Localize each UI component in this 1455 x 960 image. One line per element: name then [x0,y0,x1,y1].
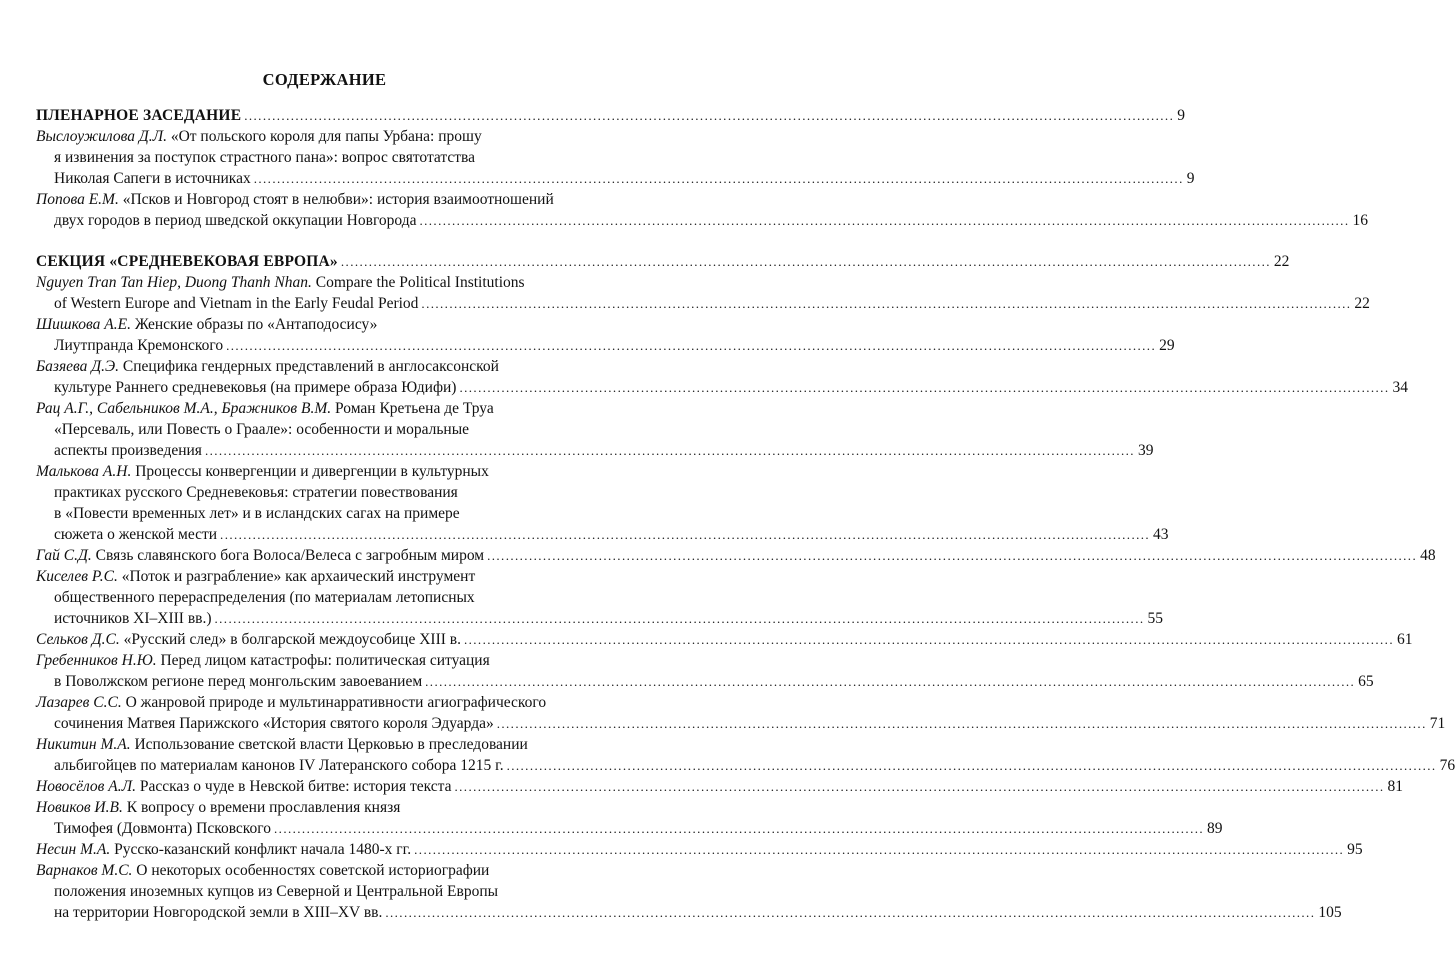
toc-author: Попова Е.М. [36,191,119,208]
toc-author: Сельков Д.С. [36,631,120,648]
toc-line [36,105,1185,126]
toc-title-text: Процессы конвергенции и дивергенции в культурных [131,463,489,480]
toc-author: Несин М.А. [36,841,111,858]
toc-page-number: 65 [1358,673,1374,690]
toc-line [36,356,614,377]
dot-leader: ........................................................................................................................................................................................................ [226,338,1157,353]
toc-author: Базяева Д.Э. [36,358,120,375]
toc-line [36,650,614,671]
toc-page-number: 34 [1392,379,1408,396]
toc-title-text: Лиутпранда Кремонского [54,337,224,354]
toc-page-number: 29 [1159,337,1175,354]
toc-title-text: сюжета о женской мести [54,526,218,543]
toc-entry [36,839,1363,860]
toc-author: Выслоужилова Д.Л. [36,128,167,145]
dot-leader: ........................................................................................................................................................................................................ [421,296,1352,311]
toc-line [36,629,1413,650]
toc-line [36,755,1455,776]
toc-section-title: СЕКЦИЯ «СРЕДНЕВЕКОВАЯ ЕВРОПА» [36,253,338,270]
toc-line [36,839,1363,860]
dot-leader: ........................................................................................................................................................................................................ [419,213,1350,228]
dot-leader: ........................................................................................................................................................................................................ [204,443,1135,458]
toc-title-text: Николая Сапеги в источниках [54,170,251,187]
toc-author: Варнаков М.С. [36,862,133,879]
toc-title-text: «Персеваль, или Повесть о Граале»: особенности и моральные [54,421,470,438]
toc-entry [36,776,1403,797]
toc-entry [36,692,1446,734]
toc-line [36,608,1163,629]
toc-line [36,210,1368,231]
toc-page-number: 22 [1354,295,1370,312]
dot-leader: ........................................................................................................................................................................................................ [459,380,1390,395]
toc-author: Шишкова А.Е. [36,316,131,333]
toc-title-text: сочинения Матвея Парижского «История святого короля Эдуарда» [54,715,494,732]
toc-line [36,671,1374,692]
toc-title-text: Специфика гендерных представлений в англосаксонской [119,358,499,375]
toc-entry [36,272,1370,314]
toc-line [36,692,614,713]
toc-title-text: of Western Europe and Vietnam in the Early Feudal Period [54,295,419,312]
toc-title-text: аспекты произведения [54,442,202,459]
dot-leader: ........................................................................................................................................................................................................ [340,254,1271,269]
toc-line [36,189,614,210]
toc-title-text: на территории Новгородской земли в XIII–XV вв. [54,904,383,921]
dot-leader: ........................................................................................................................................................................................................ [385,905,1316,920]
toc-title-text: культуре Раннего средневековья (на примере образа Юдифи) [54,379,457,396]
toc-entry [36,189,1368,231]
toc-line [36,545,1436,566]
toc-line [36,272,614,293]
toc-line [36,860,614,881]
toc-page-number: 105 [1318,904,1342,921]
toc-title-text: общественного перераспределения (по материалам летописных [54,589,475,606]
toc-line [36,482,614,503]
toc-line [36,314,614,335]
toc-entry [36,398,1154,461]
toc-line [36,398,614,419]
dot-leader: ........................................................................................................................................................................................................ [463,632,1394,647]
toc-line [36,797,614,818]
toc-title-text: Роман Кретьена де Труа [331,400,494,417]
toc-author: Новиков И.В. [36,799,123,816]
toc-page-number: 71 [1429,715,1446,732]
toc-line [36,734,614,755]
dot-leader: ........................................................................................................................................................................................................ [414,842,1345,857]
toc-title-text: в Поволжском регионе перед монгольским завоеванием [54,673,423,690]
toc-entry [36,461,1169,545]
toc-line [36,713,1446,734]
toc-author: Гребенников Н.Ю. [36,652,157,669]
toc-page-number: 48 [1420,547,1436,564]
toc-line [36,168,1195,189]
toc-entry [36,629,1413,650]
toc-line [36,147,614,168]
toc-title-text: Связь славянского бога Волоса/Велеса с загробным миром [91,547,485,564]
toc-page-number: 55 [1147,610,1163,627]
toc-line [36,126,614,147]
toc-author: Никитин М.А. [36,736,131,753]
toc-title-text: «Поток и разграбление» как архаический инструмент [117,568,476,585]
toc-title-text: в «Повести временных лет» и в исландских сагах на примере [54,505,460,522]
toc-title-text: «Русский след» в болгарской междоусобице XIII в. [119,631,461,648]
toc-title-text: альбигойцев по материалам канонов IV Латеранского собора 1215 г. [54,757,504,774]
toc-page-number: 43 [1153,526,1169,543]
toc-title-text: К вопросу о времени прославления князя [122,799,401,816]
toc-entry [36,566,1163,629]
toc-entry [36,797,1223,839]
toc-line [36,419,614,440]
toc-line [36,776,1403,797]
toc-line [36,881,614,902]
toc-line [36,524,1169,545]
toc-page-number: 16 [1352,212,1368,229]
toc-title-text: Перед лицом катастрофы: политическая ситуация [156,652,490,669]
dot-leader: ........................................................................................................................................................................................................ [454,779,1385,794]
page-title: СОДЕРЖАНИЕ [262,70,387,89]
toc-line [36,902,1342,923]
dot-leader: ........................................................................................................................................................................................................ [487,548,1418,563]
toc-title-text: источников XI–XIII вв.) [54,610,212,627]
toc-page-number: 22 [1273,253,1290,270]
toc-entry [36,650,1374,692]
toc-page-number: 89 [1207,820,1223,837]
toc-title-text: Использование светской власти Церковью в преследовании [130,736,528,753]
toc-entry [36,126,1195,189]
toc-author: Рац А.Г., Сабельников М.А., Бражников В.М. [36,400,332,417]
toc-line [36,503,614,524]
toc-title-text: Русско-казанский конфликт начала 1480-х гг. [110,841,412,858]
toc-line [36,440,1154,461]
toc-title-text: практиках русского Средневековья: стратегии повествования [54,484,458,501]
dot-leader: ........................................................................................................................................................................................................ [214,611,1145,626]
toc-author: Киселев Р.С. [36,568,118,585]
toc-section [36,105,1185,126]
dot-leader: ........................................................................................................................................................................................................ [506,758,1437,773]
toc-line [36,818,1223,839]
toc-author: Новосёлов А.Л. [36,778,136,795]
toc-title-text: О жанровой природе и мультинарративности агиографического [121,694,547,711]
toc-list [36,105,1455,923]
toc-title-text: «Псков и Новгород стоят в нелюбви»: история взаимоотношений [118,191,554,208]
toc-line [36,587,614,608]
dot-leader: ........................................................................................................................................................................................................ [496,716,1427,731]
toc-title-text: Тимофея (Довмонта) Псковского [54,820,272,837]
toc-line [36,566,614,587]
toc-entry [36,545,1436,566]
toc-author: Малькова А.Н. [36,463,132,480]
toc-page-number: 81 [1387,778,1403,795]
toc-line [36,461,614,482]
dot-leader: ........................................................................................................................................................................................................ [253,171,1184,186]
dot-leader: ........................................................................................................................................................................................................ [274,821,1205,836]
toc-line [36,377,1408,398]
toc-line [36,251,1290,272]
toc-title-text: Compare the Political Institutions [311,274,525,291]
toc-page-number: 9 [1186,170,1195,187]
toc-title-text: положения иноземных купцов из Северной и Центральной Европы [54,883,499,900]
toc-page-number: 95 [1347,841,1363,858]
toc-title-text: Женские образы по «Антаподосису» [130,316,378,333]
toc-line [36,293,1370,314]
toc-title-text: «От польского короля для папы Урбана: прошу [166,128,482,145]
toc-entry [36,314,1175,356]
toc-entry [36,356,1408,398]
dot-leader: ........................................................................................................................................................................................................ [425,674,1356,689]
toc-section-title: ПЛЕНАРНОЕ ЗАСЕДАНИЕ [36,107,242,124]
toc-author: Nguyen Tran Tan Hiep, Duong Thanh Nhan. [36,274,312,291]
toc-page-number: 76 [1439,757,1455,774]
toc-title-text: двух городов в период шведской оккупации Новгорода [54,212,417,229]
toc-title-text: я извинения за поступок страстного пана»: вопрос святотатства [54,149,475,166]
toc-section [36,251,1290,272]
toc-title-text: О некоторых особенностях советской историографии [132,862,490,879]
dot-leader: ........................................................................................................................................................................................................ [220,527,1151,542]
toc-author: Гай С.Д. [36,547,92,564]
toc-page-number: 61 [1396,631,1413,648]
toc-page-number: 9 [1177,107,1185,124]
toc-author: Лазарев С.С. [36,694,122,711]
toc-line [36,335,1175,356]
toc-entry [36,860,1342,923]
toc-entry [36,734,1455,776]
toc-title-text: Рассказ о чуде в Невской битве: история текста [136,778,452,795]
toc-page-number: 39 [1137,442,1154,459]
dot-leader: ........................................................................................................................................................................................................ [244,108,1175,123]
